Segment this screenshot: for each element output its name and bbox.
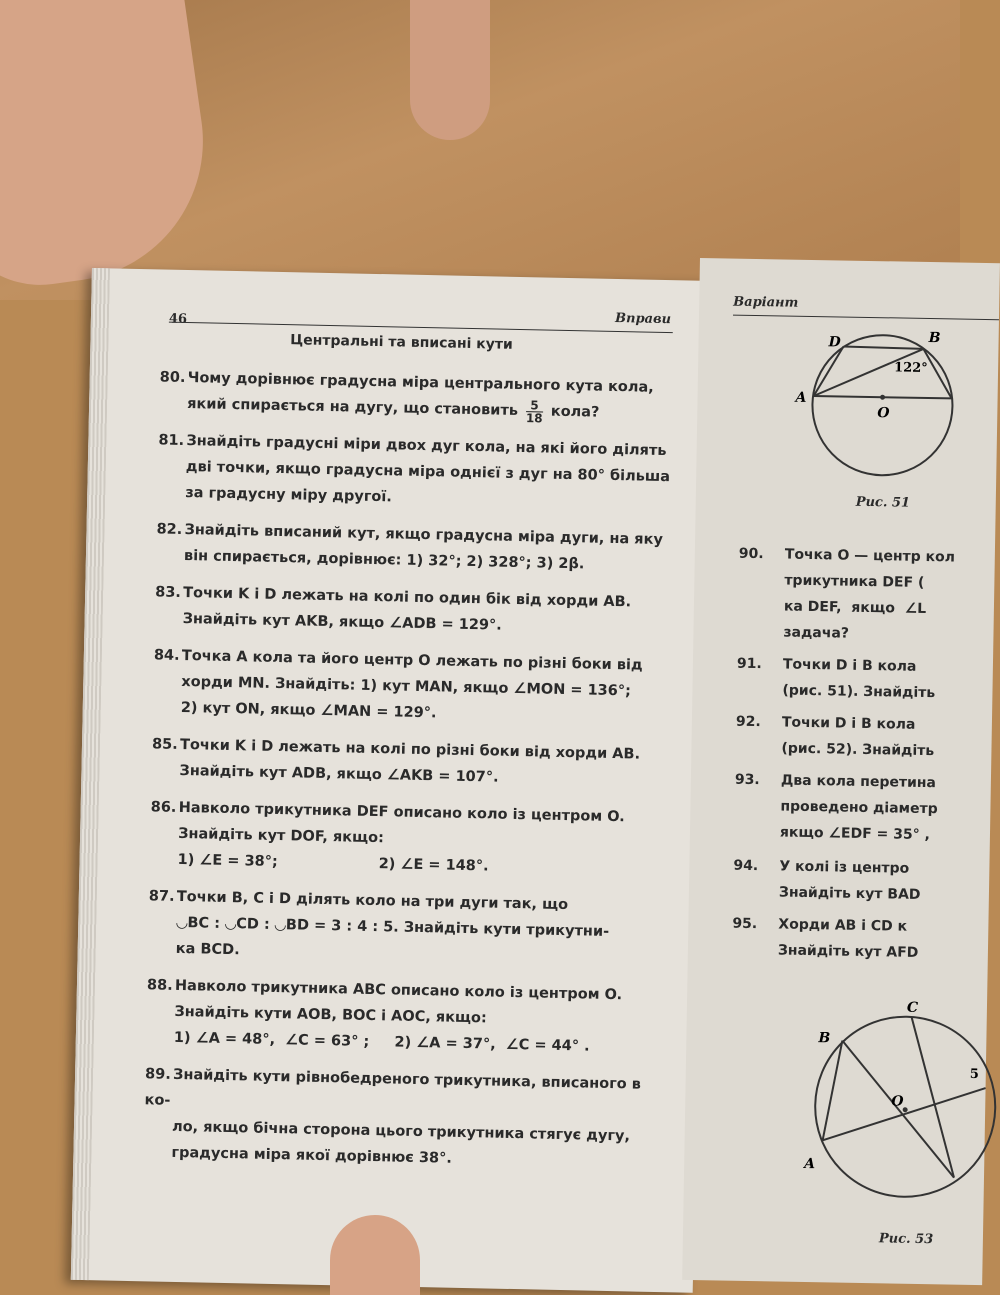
problem-number: 92. <box>735 713 761 731</box>
problem-text-cont: Знайдіть кут AFD <box>777 942 919 961</box>
problem-text: Точки D і B кола <box>782 656 917 675</box>
problem-text-cont: трикутника DEF ( <box>784 572 925 591</box>
problem-number: 81. <box>158 432 185 449</box>
problem-text: Точка O — центр кол <box>784 546 956 566</box>
problem-list <box>143 364 680 1187</box>
problem-text-part: який спирається на дугу, що становить <box>187 396 519 419</box>
problem-text: Точки K і D лежать на колі по різні боки від хорди AB. <box>179 736 641 763</box>
problem-text: Чому дорівнює градусна міра центрального кута кола, <box>187 370 654 396</box>
fig51-label-d: D <box>828 334 841 351</box>
problem-95 <box>732 911 919 966</box>
finger-top <box>410 0 490 140</box>
problem-text-cont: ◡BC : ◡CD : ◡BD = 3 : 4 : 5. Знайдіть кути трикутни- <box>176 914 610 940</box>
fig53-label-a: A <box>804 1155 816 1173</box>
problem-84 <box>153 642 675 731</box>
problem-text: Точки B, C і D ділять коло на три дуги так, що <box>176 888 569 914</box>
problem-82 <box>156 516 677 579</box>
page-edges <box>71 268 110 1280</box>
fig53-chord-2 <box>823 1085 986 1143</box>
problem-87 <box>147 883 669 972</box>
problem-80 <box>159 364 680 427</box>
problem-text: Точки K і D лежать на колі по один бік від хорди AB. <box>183 584 632 611</box>
problem-91 <box>736 651 936 706</box>
problem-text-cont <box>159 390 679 427</box>
left-page <box>71 268 714 1293</box>
problem-83 <box>154 579 675 642</box>
problem-text: У колі із центро <box>779 858 910 877</box>
problem-text-cont: 2) кут ON, якщо ∠MAN = 129°. <box>180 699 437 722</box>
problem-number: 89. <box>144 1066 171 1083</box>
problem-86 <box>149 794 671 883</box>
fig51-center <box>880 395 885 400</box>
problem-text-cont: ка BCD. <box>175 940 240 959</box>
figure-53 <box>803 1000 987 1223</box>
problem-text-cont: якщо ∠EDF = 35° , <box>779 824 931 844</box>
problem-93 <box>734 767 939 849</box>
fraction-numerator: 5 <box>526 399 543 412</box>
problem-text-cont: хорди MN. Знайдіть: 1) кут MAN, якщо ∠MON = 136°; <box>181 673 632 700</box>
fig53-chord-3 <box>909 1018 957 1178</box>
fig51-chord-db <box>843 347 923 349</box>
header-rule-right <box>733 315 999 321</box>
fig53-label-b: B <box>818 1030 831 1047</box>
problem-text-cont: за градусну міру другої. <box>185 485 392 506</box>
problem-text: Два кола перетина <box>780 772 937 792</box>
problem-number: 84. <box>153 647 180 664</box>
problem-94 <box>733 853 921 908</box>
problem-text-cont: Знайдіть кут BAD <box>778 884 921 903</box>
problem-text-cont: градусна міра якої дорівнює 38°. <box>171 1144 453 1167</box>
problem-text-cont: ка DEF, якщо ∠L <box>783 598 927 617</box>
figure-51 <box>786 324 999 478</box>
problem-number: 86. <box>150 799 177 816</box>
problem-text: Знайдіть градусні міри двох дуг кола, на які його ділять <box>186 433 667 460</box>
problem-92 <box>735 709 935 764</box>
problem-number: 93. <box>734 771 760 789</box>
problem-text: Хорди AB і CD к <box>778 916 908 935</box>
right-page <box>682 258 1000 1285</box>
problem-number: 87. <box>148 888 175 905</box>
fig53-label-o: O <box>891 1093 904 1110</box>
problem-number: 82. <box>156 521 183 538</box>
problem-text-cont: ло, якщо бічна сторона цього трикутника стягує дугу, <box>171 1118 631 1145</box>
problem-text-cont: він спирається, дорівнює: 1) 32°; 2) 328°; 3) 2β. <box>183 547 585 573</box>
problem-text: Знайдіть кути рівнобедреного трикутника, вписаного в ко- <box>144 1066 642 1109</box>
problem-90 <box>737 541 955 649</box>
problem-text-cont: проведено діаметр <box>780 798 938 818</box>
problem-text: Знайдіть вписаний кут, якщо градусна міра дуги, на яку <box>184 521 664 549</box>
problem-text-cont: (рис. 52). Знайдіть <box>781 740 935 760</box>
problem-88 <box>146 972 668 1061</box>
problem-text-cont: 1) ∠A = 48°, ∠C = 63° ; 2) ∠A = 37°, ∠C = 44° . <box>173 1029 590 1055</box>
problem-85 <box>151 731 672 794</box>
fig51-label-o: O <box>877 405 890 422</box>
problem-text-cont: дві точки, якщо градусна міра однієї з дуг на 80° більша <box>185 459 671 486</box>
problem-number: 90. <box>738 545 764 563</box>
fig51-angle: 122° <box>893 360 928 376</box>
section-title: Центральні та вписані кути <box>290 332 513 353</box>
problem-number: 91. <box>736 655 762 673</box>
running-header: Вправи <box>614 310 672 328</box>
fig51-label-b: B <box>928 330 941 347</box>
figure-51-caption: Рис. 51 <box>855 494 911 511</box>
problem-number: 85. <box>151 736 178 753</box>
problem-text: Навколо трикутника ABC описано коло із центром O. <box>174 977 623 1004</box>
problem-number: 80. <box>159 369 186 386</box>
problem-text-cont: Знайдіть кут DOF, якщо: <box>177 825 385 847</box>
fig51-label-a: A <box>795 389 807 406</box>
fraction-denominator: 18 <box>525 410 543 425</box>
problem-text: Навколо трикутника DEF описано коло із центром O. <box>178 799 625 826</box>
problem-number: 95. <box>732 915 758 933</box>
problem-81 <box>157 427 679 516</box>
problem-number: 94. <box>733 857 759 875</box>
fig53-label-c: C <box>906 999 919 1016</box>
running-header-right: Варіант <box>733 294 799 311</box>
problem-text: Точки D і B кола <box>781 714 916 733</box>
problem-89 <box>143 1061 665 1176</box>
problem-number: 83. <box>155 584 182 601</box>
problem-text-cont: задача? <box>783 624 850 642</box>
problem-text-part: кола? <box>550 403 600 421</box>
problem-text-cont: Знайдіть кут ADB, якщо ∠AKB = 107°. <box>179 762 499 786</box>
figure-53-caption: Рис. 53 <box>878 1231 934 1248</box>
page-number: 46 <box>168 311 188 327</box>
problem-text-cont: 1) ∠E = 38°; 2) ∠E = 148°. <box>177 851 489 875</box>
finger-bottom <box>330 1215 420 1295</box>
problem-text-cont: Знайдіть кути AOB, BOC і AOC, якщо: <box>174 1003 487 1027</box>
fraction <box>526 399 543 424</box>
problem-text: Точка A кола та його центр O лежать по різні боки від <box>181 647 643 674</box>
problem-number: 88. <box>146 977 173 994</box>
problem-text-cont: (рис. 51). Знайдіть <box>782 682 936 702</box>
fig53-label-5: 5 <box>969 1066 979 1082</box>
problem-text-cont: Знайдіть кут AKB, якщо ∠ADB = 129°. <box>182 610 502 634</box>
